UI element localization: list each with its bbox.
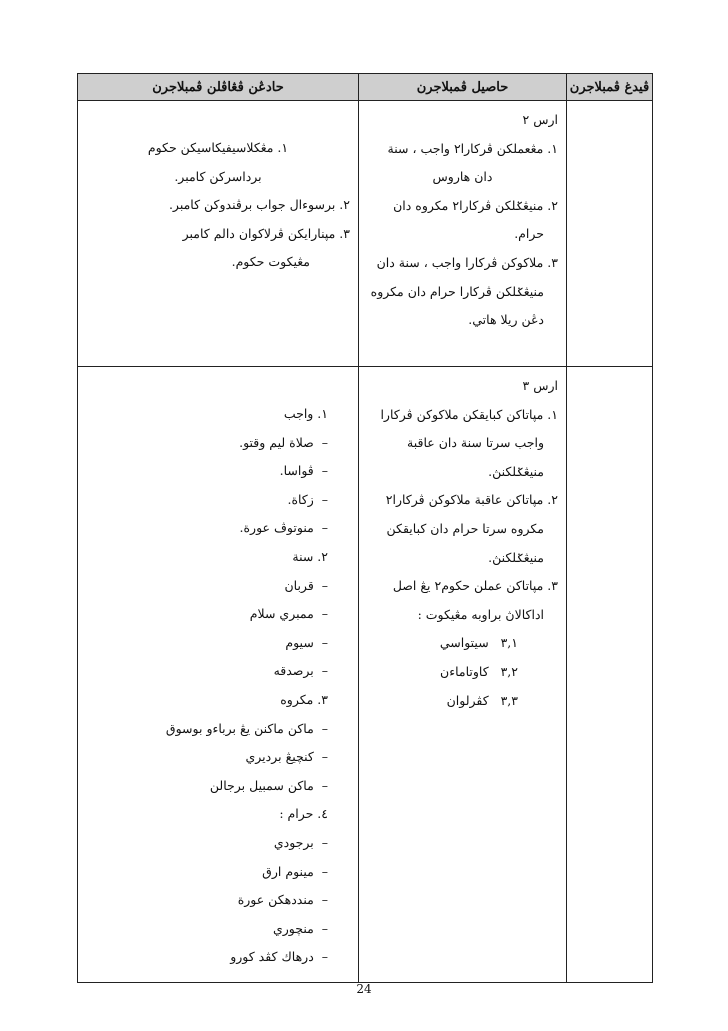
ruling-item: – ڤواسا. [279,463,328,479]
ruling-heading: ٤. حرام : [279,806,328,822]
activity-line: برداسركن كامبر. [174,168,262,184]
ruling-item: – كنچيڠ برديري [245,749,328,765]
ruling-item: – مينوم ارق [262,863,328,879]
dash: – [321,863,328,879]
dash: – [321,892,328,908]
outcome-line: ٢. مڽاتاكن عاقبة ملاكوكن ڤركارا٢ [385,492,558,508]
subitem-text: سيتواسي [439,635,489,651]
outcome-line: ١. مڠعملكن ڤركارا٢ واجب ، سنة [387,140,558,156]
dash: – [321,949,328,965]
ruling-item: – ممبري سلام [249,606,328,622]
outcome-line: دڠن ريلا هاتي. [468,312,544,328]
activity-line: ١. مڠكلاسيفيكاسيكن حكوم [147,140,289,155]
level-title: ارس ٢ [522,112,558,127]
stage-cell [567,101,653,367]
dash: – [321,749,328,765]
ruling-item: – منوتوڤ عورة. [239,520,328,536]
ruling-item: – برجودي [273,834,328,850]
outcome-line: منيڠݢلكنڽ. [488,463,544,479]
outcome-line: ٣. ملاكوكن ڤركارا واجب ، سنة دان [376,254,558,270]
outcome-line: ٢. منيڠݢلكن ڤركارا٢ مكروه دان [393,197,558,213]
ruling-heading: ٣. مكروه [280,691,328,707]
ruling-item: – منددهكن عورة [237,892,328,908]
ruling-item: – سيوم [285,634,328,650]
outcome-line: منيڠݢلكن ڤركارا حرام دان مكروه [370,283,544,299]
ruling-item: – درهاك كڤد كورو [230,949,328,965]
outcome-subitem [367,658,558,687]
level-title: ارس ٣ [522,378,558,393]
subitem-number: ٣,٣ [500,692,518,708]
outcome-line: حرام. [514,226,544,242]
outcome-line: مكروه سرتا حرام دان كبايقكن [386,520,544,536]
dash: – [321,520,328,536]
ruling-item: – زكاة. [287,491,328,507]
outcome-cell [359,101,567,367]
outcome-line: دان هاروس [432,169,493,185]
subitem-text: كاوتاماءن [440,663,489,679]
activity-line: ٢. برسوءال جواب برڤندوكن كامبر. [168,197,350,213]
ruling-item: – ماكن ماكنن يڠ برباءو بوسوق [165,720,328,736]
activity-cell [78,367,359,983]
ruling-heading: ١. واجب [283,406,328,421]
activity-cell [78,101,359,367]
outcome-cell [359,367,567,983]
dash: – [321,834,328,850]
page-number: 24 [356,982,372,996]
activity-line: مڠيكوت حكوم. [231,254,310,270]
outcome-line: اداكالاڽ براوبه مڠيكوت : [417,606,544,622]
stage-cell [567,367,653,983]
header-teaching-stage: ڤيدغ ڤمبلاجرن [567,74,653,101]
table-row [78,101,653,367]
dash: – [321,577,328,593]
outcome-subitem [367,629,558,658]
dash: – [321,463,328,479]
outcome-line: واجب سرتا سنة دان عاقبة [407,435,544,451]
header-row [78,74,653,101]
outcome-subitem [367,687,558,716]
dash: – [321,663,328,679]
ruling-item: – صلاة ليم وقتو. [239,434,328,450]
header-learning-activities: حادڠن ڤڠاڤلن ڤمبلاجرن [78,74,359,101]
outcome-line: منيڠݢلكنڽ. [488,549,544,565]
dash: – [321,434,328,450]
table-row [78,367,653,983]
subitem-number: ٣,٢ [500,663,518,679]
lesson-plan-table [77,73,653,983]
ruling-item: – برصدقه [273,663,328,679]
subitem-number: ٣,١ [500,635,518,651]
dash: – [321,606,328,622]
header-learning-outcome: حاصيل ڤمبلاجرن [359,74,567,101]
dash: – [321,720,328,736]
ruling-item: – قربان [284,577,328,593]
ruling-item: – ماكن سمبيل برجالن [209,777,328,793]
ruling-item: – منچوري [272,920,328,936]
outcome-line: ٣. مڽاتاكن عملن حكوم٢ يڠ اصل [392,578,558,594]
dash: – [321,920,328,936]
dash: – [321,491,328,507]
subitem-text: كڤرلوان [446,692,489,708]
ruling-heading: ٢. سنة [292,548,328,564]
activity-line: ٣. مڽنارايكن ڤرلاكوان دالم كامبر [182,225,350,241]
dash: – [321,634,328,650]
outcome-line: ١. مڽاتاكن كبايقكن ملاكوكن ڤركارا [380,406,558,422]
dash: – [321,777,328,793]
